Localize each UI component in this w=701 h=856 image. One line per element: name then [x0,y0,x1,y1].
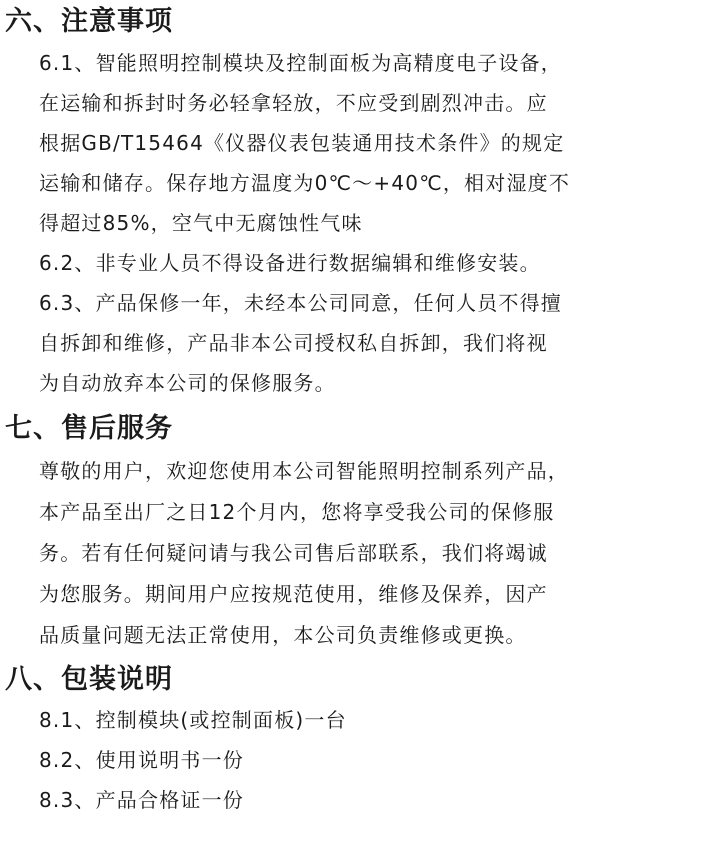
text-line: 运输和储存。保存地方温度为0℃～+40℃，相对湿度不 [39,171,571,195]
text-line: 6.2、非专业人员不得设备进行数据编辑和维修安装。 [39,251,541,275]
text-line: 本产品至出厂之日12个月内，您将享受我公司的保修服 [39,500,555,524]
text-line: 尊敬的用户，欢迎您使用本公司智能照明控制系列产品， [39,459,569,483]
section-body-after-sales [5,451,681,656]
text-line: 6.3、产品保修一年，未经本公司同意，任何人员不得擅 [39,291,563,315]
section-title-precautions: 六、注意事项 [5,6,173,37]
section-body-packaging [5,700,681,820]
text-line: 务。若有任何疑问请与我公司售后部联系，我们将竭诚 [39,541,548,565]
text-line: 6.1、智能照明控制模块及控制面板为高精度电子设备， [39,51,563,75]
text-line: 为您服务。期间用户应按规范使用，维修及保养，因产 [39,582,548,606]
text-line: 根据GB/T15464《仪器仪表包装通用技术条件》的规定 [39,131,565,155]
text-line: 8.2、使用说明书一份 [39,748,245,772]
text-line: 在运输和拆封时务必轻拿轻放，不应受到剧烈冲击。应 [39,91,548,115]
section-title-packaging: 八、包装说明 [5,664,173,695]
section-title-after-sales: 七、售后服务 [5,413,173,444]
text-line: 8.3、产品合格证一份 [39,788,245,812]
text-line: 品质量问题无法正常使用，本公司负责维修或更换。 [39,623,527,647]
text-line: 为自动放弃本公司的保修服务。 [39,371,336,395]
section-body-precautions [5,43,681,403]
document-page [0,2,701,856]
text-line: 8.1、控制模块(或控制面板)一台 [39,708,347,732]
text-line: 得超过85%，空气中无腐蚀性气味 [39,211,363,235]
text-line: 自拆卸和维修，产品非本公司授权私自拆卸，我们将视 [39,331,548,355]
